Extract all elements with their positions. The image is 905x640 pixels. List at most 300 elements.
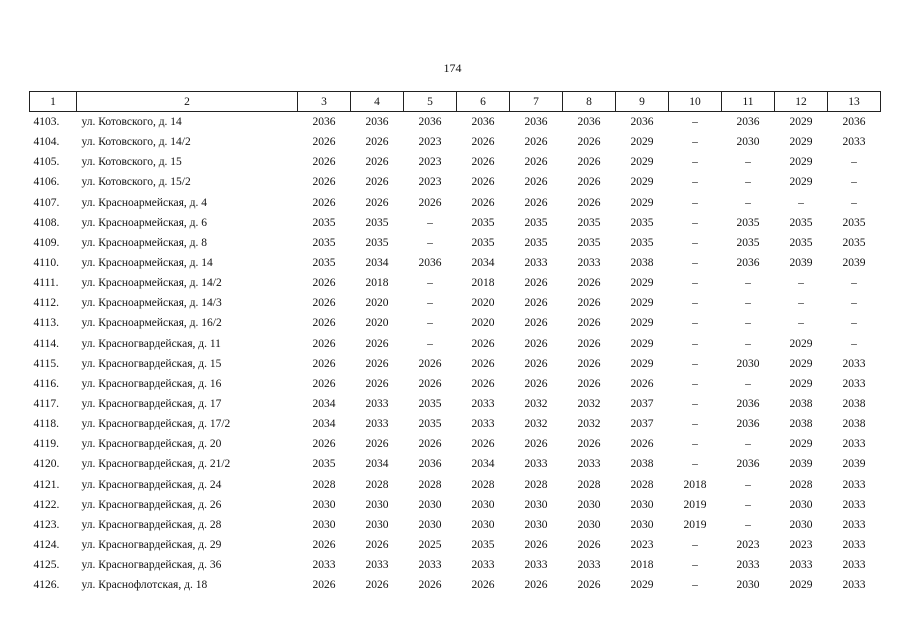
year-cell: 2030 bbox=[471, 518, 495, 531]
year-cell: 2032 bbox=[524, 418, 548, 431]
year-cell: 2023 bbox=[736, 539, 760, 552]
year-cell: 2033 bbox=[471, 398, 495, 411]
year-cell: 2026 bbox=[471, 438, 495, 451]
year-cell: 2023 bbox=[630, 539, 654, 552]
address-cell: ул. Красноармейская, д. 14/2 bbox=[81, 277, 222, 290]
year-cell: 2018 bbox=[365, 277, 389, 290]
year-cell: 2029 bbox=[630, 357, 654, 370]
year-cell: 2029 bbox=[789, 337, 813, 350]
year-cell: 2026 bbox=[577, 539, 601, 552]
table-row bbox=[30, 394, 881, 414]
year-cell: – bbox=[692, 337, 698, 350]
year-cell: 2028 bbox=[365, 478, 389, 491]
year-cell: 2033 bbox=[789, 559, 813, 572]
year-cell: 2033 bbox=[842, 539, 866, 552]
row-number: 4106. bbox=[33, 176, 60, 189]
year-cell: 2035 bbox=[312, 216, 336, 229]
year-cell: – bbox=[692, 196, 698, 209]
year-cell: 2029 bbox=[630, 317, 654, 330]
year-cell: – bbox=[427, 297, 433, 310]
year-cell: 2030 bbox=[736, 357, 760, 370]
year-cell: – bbox=[745, 156, 751, 169]
page-number: 174 bbox=[443, 61, 462, 75]
year-cell: 2035 bbox=[471, 236, 495, 249]
year-cell: 2026 bbox=[577, 317, 601, 330]
year-cell: – bbox=[692, 377, 698, 390]
year-cell: 2035 bbox=[842, 236, 866, 249]
address-cell: ул. Котовского, д. 15/2 bbox=[81, 176, 191, 189]
year-cell: – bbox=[798, 196, 804, 209]
header-cell: 10 bbox=[669, 92, 722, 112]
year-cell: 2026 bbox=[365, 438, 389, 451]
year-cell: 2033 bbox=[736, 559, 760, 572]
year-cell: 2030 bbox=[630, 498, 654, 511]
year-cell: – bbox=[692, 257, 698, 270]
year-cell: 2030 bbox=[365, 518, 389, 531]
year-cell: 2033 bbox=[842, 518, 866, 531]
year-cell: 2037 bbox=[630, 398, 654, 411]
year-cell: 2026 bbox=[524, 297, 548, 310]
address-cell: ул. Красногвардейская, д. 21/2 bbox=[81, 458, 231, 471]
year-cell: 2036 bbox=[418, 116, 442, 129]
year-cell: 2036 bbox=[736, 398, 760, 411]
header-cell: 3 bbox=[298, 92, 351, 112]
header-cell: 6 bbox=[457, 92, 510, 112]
year-cell: – bbox=[851, 156, 857, 169]
address-cell: ул. Красногвардейская, д. 11 bbox=[81, 337, 221, 350]
table-row bbox=[30, 555, 881, 575]
year-cell: 2036 bbox=[365, 116, 389, 129]
address-cell: ул. Красногвардейская, д. 24 bbox=[81, 478, 222, 491]
address-cell: ул. Красногвардейская, д. 17/2 bbox=[81, 418, 231, 431]
year-cell: 2029 bbox=[789, 136, 813, 149]
year-cell: 2030 bbox=[577, 498, 601, 511]
year-cell: – bbox=[745, 317, 751, 330]
address-cell: ул. Красноармейская, д. 6 bbox=[81, 216, 207, 229]
row-number: 4112. bbox=[33, 297, 59, 310]
row-number: 4113. bbox=[33, 317, 59, 330]
year-cell: – bbox=[692, 156, 698, 169]
year-cell: 2026 bbox=[418, 377, 442, 390]
year-cell: 2026 bbox=[630, 377, 654, 390]
year-cell: – bbox=[692, 418, 698, 431]
year-cell: – bbox=[851, 196, 857, 209]
year-cell: 2035 bbox=[365, 216, 389, 229]
address-cell: ул. Красноармейская, д. 14 bbox=[81, 257, 213, 270]
year-cell: 2026 bbox=[524, 438, 548, 451]
address-cell: ул. Красноармейская, д. 4 bbox=[81, 196, 207, 209]
year-cell: 2026 bbox=[577, 136, 601, 149]
row-number: 4104. bbox=[33, 136, 60, 149]
year-cell: 2023 bbox=[418, 156, 442, 169]
row-number: 4118. bbox=[33, 418, 59, 431]
year-cell: 2033 bbox=[418, 559, 442, 572]
year-cell: – bbox=[692, 579, 698, 592]
address-cell: ул. Красногвардейская, д. 26 bbox=[81, 498, 222, 511]
year-cell: 2026 bbox=[524, 136, 548, 149]
row-number: 4122. bbox=[33, 498, 60, 511]
year-cell: 2033 bbox=[524, 458, 548, 471]
year-cell: 2026 bbox=[312, 156, 336, 169]
year-cell: – bbox=[692, 317, 698, 330]
year-cell: 2033 bbox=[524, 257, 548, 270]
year-cell: 2026 bbox=[418, 196, 442, 209]
year-cell: – bbox=[692, 297, 698, 310]
year-cell: 2038 bbox=[842, 418, 866, 431]
address-cell: ул. Красногвардейская, д. 16 bbox=[81, 377, 222, 390]
year-cell: 2033 bbox=[365, 418, 389, 431]
year-cell: 2028 bbox=[418, 478, 442, 491]
year-cell: 2026 bbox=[418, 438, 442, 451]
year-cell: 2026 bbox=[312, 176, 336, 189]
year-cell: – bbox=[851, 297, 857, 310]
year-cell: 2026 bbox=[365, 357, 389, 370]
table-row bbox=[30, 152, 881, 172]
year-cell: 2030 bbox=[524, 518, 548, 531]
year-cell: 2035 bbox=[471, 539, 495, 552]
year-cell: 2023 bbox=[418, 136, 442, 149]
table-row bbox=[30, 414, 881, 434]
table-row bbox=[30, 273, 881, 293]
year-cell: 2020 bbox=[471, 317, 495, 330]
year-cell: – bbox=[851, 317, 857, 330]
year-cell: 2030 bbox=[789, 498, 813, 511]
year-cell: – bbox=[745, 297, 751, 310]
year-cell: 2029 bbox=[630, 297, 654, 310]
year-cell: 2026 bbox=[312, 277, 336, 290]
header-cell: 4 bbox=[351, 92, 404, 112]
year-cell: 2039 bbox=[842, 458, 866, 471]
year-cell: 2026 bbox=[365, 337, 389, 350]
year-cell: 2026 bbox=[365, 176, 389, 189]
year-cell: 2038 bbox=[789, 398, 813, 411]
year-cell: 2033 bbox=[365, 398, 389, 411]
year-cell: 2019 bbox=[683, 518, 707, 531]
year-cell: 2026 bbox=[577, 297, 601, 310]
year-cell: 2033 bbox=[842, 377, 866, 390]
table-row bbox=[30, 354, 881, 374]
address-cell: ул. Краснофлотская, д. 18 bbox=[81, 579, 208, 592]
year-cell: 2039 bbox=[842, 257, 866, 270]
row-number: 4109. bbox=[33, 236, 60, 249]
row-number: 4123. bbox=[33, 518, 60, 531]
year-cell: – bbox=[745, 337, 751, 350]
row-number: 4121. bbox=[33, 478, 60, 491]
table-row bbox=[30, 475, 881, 495]
year-cell: 2026 bbox=[524, 277, 548, 290]
year-cell: – bbox=[692, 398, 698, 411]
year-cell: 2029 bbox=[630, 196, 654, 209]
year-cell: 2033 bbox=[842, 559, 866, 572]
year-cell: 2026 bbox=[471, 357, 495, 370]
year-cell: – bbox=[745, 196, 751, 209]
year-cell: 2035 bbox=[842, 216, 866, 229]
year-cell: – bbox=[745, 176, 751, 189]
year-cell: 2026 bbox=[524, 196, 548, 209]
year-cell: 2029 bbox=[789, 156, 813, 169]
year-cell: 2026 bbox=[524, 176, 548, 189]
year-cell: 2026 bbox=[577, 579, 601, 592]
year-cell: 2035 bbox=[736, 216, 760, 229]
year-cell: 2036 bbox=[630, 116, 654, 129]
year-cell: 2026 bbox=[471, 136, 495, 149]
year-cell: – bbox=[692, 116, 698, 129]
year-cell: 2035 bbox=[418, 418, 442, 431]
year-cell: 2026 bbox=[312, 579, 336, 592]
address-cell: ул. Красногвардейская, д. 36 bbox=[81, 559, 222, 572]
row-number: 4111. bbox=[33, 277, 59, 290]
year-cell: 2023 bbox=[418, 176, 442, 189]
address-cell: ул. Котовского, д. 14/2 bbox=[81, 136, 191, 149]
year-cell: 2036 bbox=[736, 116, 760, 129]
data-table bbox=[29, 91, 881, 595]
year-cell: 2026 bbox=[312, 337, 336, 350]
year-cell: – bbox=[851, 176, 857, 189]
year-cell: 2026 bbox=[577, 438, 601, 451]
year-cell: 2036 bbox=[842, 116, 866, 129]
year-cell: 2033 bbox=[842, 498, 866, 511]
header-cell: 7 bbox=[510, 92, 563, 112]
year-cell: 2029 bbox=[630, 277, 654, 290]
year-cell: 2038 bbox=[630, 458, 654, 471]
year-cell: 2026 bbox=[312, 377, 336, 390]
year-cell: 2026 bbox=[524, 579, 548, 592]
year-cell: 2026 bbox=[471, 156, 495, 169]
header-cell: 1 bbox=[30, 92, 77, 112]
year-cell: 2026 bbox=[365, 377, 389, 390]
row-number: 4116. bbox=[33, 377, 59, 390]
year-cell: 2030 bbox=[418, 518, 442, 531]
year-cell: 2026 bbox=[312, 357, 336, 370]
year-cell: 2029 bbox=[789, 357, 813, 370]
year-cell: 2035 bbox=[630, 216, 654, 229]
year-cell: 2033 bbox=[365, 559, 389, 572]
header-cell: 12 bbox=[775, 92, 828, 112]
table-row bbox=[30, 374, 881, 394]
year-cell: 2035 bbox=[365, 236, 389, 249]
year-cell: 2036 bbox=[418, 257, 442, 270]
year-cell: 2030 bbox=[789, 518, 813, 531]
year-cell: 2018 bbox=[630, 559, 654, 572]
year-cell: – bbox=[798, 317, 804, 330]
year-cell: 2030 bbox=[312, 498, 336, 511]
address-cell: ул. Красногвардейская, д. 20 bbox=[81, 438, 222, 451]
year-cell: 2023 bbox=[789, 539, 813, 552]
year-cell: 2036 bbox=[471, 116, 495, 129]
year-cell: – bbox=[427, 317, 433, 330]
year-cell: 2036 bbox=[524, 116, 548, 129]
year-cell: 2026 bbox=[471, 337, 495, 350]
table-row bbox=[30, 434, 881, 454]
table-row bbox=[30, 193, 881, 213]
year-cell: 2038 bbox=[842, 398, 866, 411]
row-number: 4108. bbox=[33, 216, 60, 229]
table-row bbox=[30, 132, 881, 152]
year-cell: – bbox=[798, 277, 804, 290]
year-cell: – bbox=[745, 438, 751, 451]
header-cell: 13 bbox=[828, 92, 881, 112]
year-cell: 2026 bbox=[577, 377, 601, 390]
year-cell: 2026 bbox=[524, 156, 548, 169]
year-cell: 2030 bbox=[736, 136, 760, 149]
year-cell: 2029 bbox=[630, 337, 654, 350]
year-cell: 2035 bbox=[471, 216, 495, 229]
year-cell: 2033 bbox=[842, 579, 866, 592]
year-cell: 2025 bbox=[418, 539, 442, 552]
year-cell: 2036 bbox=[418, 458, 442, 471]
year-cell: 2035 bbox=[312, 236, 336, 249]
year-cell: 2038 bbox=[630, 257, 654, 270]
year-cell: 2030 bbox=[577, 518, 601, 531]
year-cell: 2030 bbox=[630, 518, 654, 531]
year-cell: – bbox=[745, 377, 751, 390]
year-cell: – bbox=[692, 216, 698, 229]
header-cell: 8 bbox=[563, 92, 616, 112]
year-cell: 2035 bbox=[577, 236, 601, 249]
year-cell: – bbox=[692, 277, 698, 290]
year-cell: 2029 bbox=[630, 136, 654, 149]
table-row bbox=[30, 334, 881, 354]
year-cell: 2035 bbox=[577, 216, 601, 229]
address-cell: ул. Красноармейская, д. 8 bbox=[81, 236, 207, 249]
year-cell: 2033 bbox=[842, 438, 866, 451]
year-cell: – bbox=[427, 216, 433, 229]
year-cell: 2029 bbox=[789, 579, 813, 592]
year-cell: 2026 bbox=[312, 136, 336, 149]
year-cell: – bbox=[851, 277, 857, 290]
year-cell: 2028 bbox=[630, 478, 654, 491]
table-row bbox=[30, 313, 881, 333]
year-cell: 2036 bbox=[736, 458, 760, 471]
year-cell: 2035 bbox=[312, 257, 336, 270]
year-cell: 2033 bbox=[842, 478, 866, 491]
year-cell: 2030 bbox=[365, 498, 389, 511]
year-cell: 2020 bbox=[471, 297, 495, 310]
row-number: 4124. bbox=[33, 539, 60, 552]
year-cell: 2028 bbox=[789, 478, 813, 491]
year-cell: 2033 bbox=[312, 559, 336, 572]
year-cell: 2026 bbox=[418, 579, 442, 592]
year-cell: 2028 bbox=[312, 478, 336, 491]
row-number: 4105. bbox=[33, 156, 60, 169]
year-cell: 2035 bbox=[524, 216, 548, 229]
year-cell: 2029 bbox=[789, 377, 813, 390]
year-cell: 2026 bbox=[365, 156, 389, 169]
year-cell: 2035 bbox=[736, 236, 760, 249]
year-cell: 2026 bbox=[524, 357, 548, 370]
table-row bbox=[30, 112, 881, 133]
year-cell: 2026 bbox=[471, 377, 495, 390]
year-cell: 2033 bbox=[577, 458, 601, 471]
table-row bbox=[30, 535, 881, 555]
year-cell: 2034 bbox=[365, 458, 389, 471]
address-cell: ул. Красногвардейская, д. 17 bbox=[81, 398, 222, 411]
year-cell: 2028 bbox=[524, 478, 548, 491]
year-cell: – bbox=[692, 559, 698, 572]
year-cell: 2029 bbox=[630, 176, 654, 189]
year-cell: – bbox=[745, 498, 751, 511]
year-cell: 2033 bbox=[842, 357, 866, 370]
year-cell: 2036 bbox=[312, 116, 336, 129]
row-number: 4125. bbox=[33, 559, 60, 572]
year-cell: 2035 bbox=[312, 458, 336, 471]
year-cell: 2026 bbox=[524, 337, 548, 350]
year-cell: 2034 bbox=[365, 257, 389, 270]
year-cell: 2026 bbox=[577, 176, 601, 189]
year-cell: 2038 bbox=[789, 418, 813, 431]
table-row bbox=[30, 495, 881, 515]
year-cell: 2020 bbox=[365, 297, 389, 310]
year-cell: 2030 bbox=[736, 579, 760, 592]
year-cell: 2026 bbox=[365, 196, 389, 209]
year-cell: 2034 bbox=[471, 257, 495, 270]
row-number: 4114. bbox=[33, 337, 59, 350]
year-cell: 2026 bbox=[312, 539, 336, 552]
year-cell: 2029 bbox=[789, 116, 813, 129]
address-cell: ул. Красногвардейская, д. 29 bbox=[81, 539, 222, 552]
year-cell: 2035 bbox=[789, 236, 813, 249]
row-number: 4126. bbox=[33, 579, 60, 592]
table-row bbox=[30, 253, 881, 273]
header-cell: 9 bbox=[616, 92, 669, 112]
row-number: 4115. bbox=[33, 357, 59, 370]
year-cell: 2019 bbox=[683, 498, 707, 511]
year-cell: 2035 bbox=[789, 216, 813, 229]
year-cell: 2030 bbox=[471, 498, 495, 511]
year-cell: 2033 bbox=[524, 559, 548, 572]
year-cell: 2028 bbox=[471, 478, 495, 491]
table-row bbox=[30, 233, 881, 253]
year-cell: 2026 bbox=[577, 277, 601, 290]
row-number: 4119. bbox=[33, 438, 59, 451]
year-cell: 2039 bbox=[789, 257, 813, 270]
year-cell: – bbox=[798, 297, 804, 310]
year-cell: 2036 bbox=[736, 257, 760, 270]
table-body bbox=[30, 112, 881, 596]
year-cell: 2032 bbox=[577, 418, 601, 431]
year-cell: 2026 bbox=[312, 317, 336, 330]
year-cell: 2026 bbox=[365, 136, 389, 149]
year-cell: 2026 bbox=[471, 176, 495, 189]
year-cell: – bbox=[745, 518, 751, 531]
year-cell: 2026 bbox=[524, 317, 548, 330]
year-cell: 2032 bbox=[577, 398, 601, 411]
address-cell: ул. Красноармейская, д. 16/2 bbox=[81, 317, 222, 330]
year-cell: 2030 bbox=[418, 498, 442, 511]
year-cell: – bbox=[692, 357, 698, 370]
year-cell: 2035 bbox=[524, 236, 548, 249]
row-number: 4103. bbox=[33, 116, 60, 129]
year-cell: – bbox=[427, 277, 433, 290]
year-cell: – bbox=[692, 458, 698, 471]
year-cell: 2039 bbox=[789, 458, 813, 471]
year-cell: 2018 bbox=[471, 277, 495, 290]
year-cell: – bbox=[692, 539, 698, 552]
year-cell: 2028 bbox=[577, 478, 601, 491]
table-row bbox=[30, 172, 881, 192]
year-cell: – bbox=[427, 337, 433, 350]
address-cell: ул. Котовского, д. 14 bbox=[81, 116, 182, 129]
year-cell: 2029 bbox=[630, 579, 654, 592]
year-cell: 2030 bbox=[524, 498, 548, 511]
year-cell: 2026 bbox=[312, 297, 336, 310]
address-cell: ул. Красногвардейская, д. 15 bbox=[81, 357, 222, 370]
year-cell: 2033 bbox=[577, 559, 601, 572]
year-cell: 2026 bbox=[471, 579, 495, 592]
year-cell: – bbox=[745, 277, 751, 290]
year-cell: 2020 bbox=[365, 317, 389, 330]
year-cell: 2034 bbox=[312, 398, 336, 411]
